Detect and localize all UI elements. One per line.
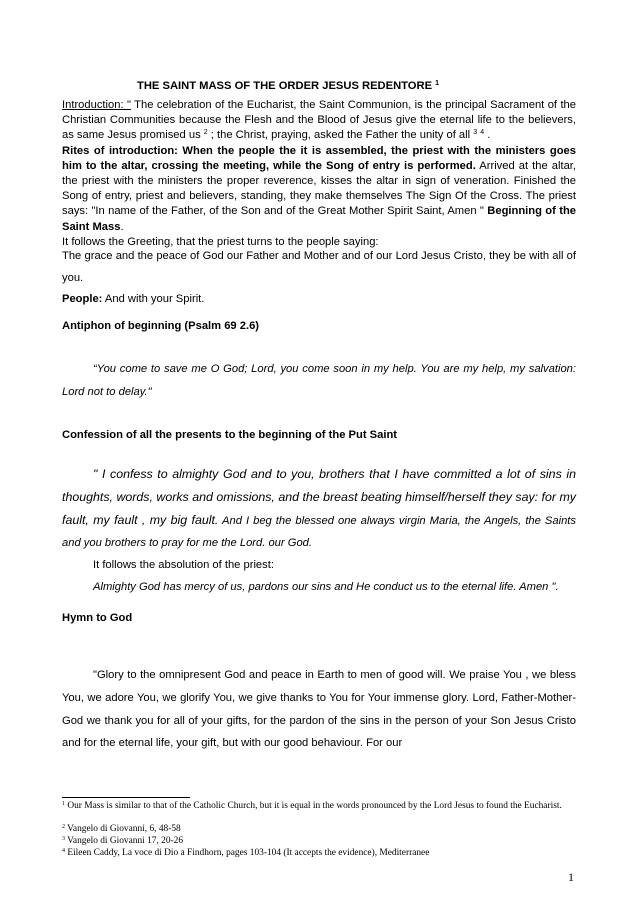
confession-prayer: " I confess to almighty God and to you, brothers that I have committed a lot of sins in thoughts, words, works and omissions, and the breast beating himself/herself they say: for my fault, my fault , my big fault. (62, 467, 576, 527)
antiphon-text (62, 358, 576, 403)
page-number: 1 (568, 870, 574, 884)
footnote-number: 3 (62, 836, 65, 842)
hymn-text (62, 664, 576, 755)
introduction-text-2: ; the Christ, praying, asked the Father the unity of all (207, 129, 474, 142)
absolution-intro: It follows the absolution of the priest: (93, 559, 274, 571)
footnote-4 (62, 848, 576, 860)
introduction-text-3: . (484, 129, 491, 142)
footnote-text: Vangelo di Giovanni, 6, 48-58 (65, 824, 181, 834)
footnote-number: 4 (62, 848, 65, 854)
footnote-3 (62, 836, 576, 848)
rites-text: Arrived at the altar, the priest with the ministers the proper reverence, kisses the altar in sign of veneration. Finished the Song of entry, priest and believers, standing, they make themselves The Sign Of the Cross. The priest says: "In name of the Father, of the Son and of the Great Mother Spirit Saint, Amen " (62, 159, 577, 218)
hymn-body: "Glory to the omnipresent God and peace in Earth to men of good will. We praise You , we bless You, we adore You, we glorify You, we give thanks to You for Your immense glory. Lord, Father-Mother-God we thank you for all of your gifts, for the pardon of the sins in the person of your Son Jesus Cristo and for the eternal life, your gift, but with our good behaviour. For our (62, 669, 576, 750)
confession-prayer-continued: And I beg the blessed one always virgin Maria, the Angels, the Saints and you brothers to pray for me the Lord. our God. (62, 515, 577, 549)
people-response (62, 292, 576, 307)
confession-heading: Confession of all the presents to the beginning of the Put Saint (62, 429, 398, 441)
greeting-paragraph: The grace and the peace of God our Father and Mother and of our Lord Jesus Cristo, they be with all of you. (62, 250, 576, 284)
footnote-number: 2 (62, 824, 65, 830)
footnote-1 (62, 801, 576, 813)
introduction-paragraph (62, 98, 576, 250)
footnote-separator (62, 797, 190, 798)
introduction-text: The celebration of the Eucharist, the Saint Communion, is the principal Sacrament of the Christian Communities because the Flesh and the Blood of Jesus give the eternal life to the believers, as same Jesus promised us (62, 99, 576, 142)
beginning-heading: Beginning of the Saint Mass (62, 205, 576, 233)
footnote-text: Eileen Caddy, La voce di Dio a Findhorn, pages 103-104 (It accepts the evidence), Mediterranee (65, 848, 430, 858)
confession-text (62, 463, 576, 598)
people-label: People: (62, 293, 103, 305)
greeting-intro: It follows the Greeting, that the priest turns to the people saying: (62, 235, 379, 248)
footnote-ref-4[interactable]: 4 (480, 129, 485, 137)
footnote-number: 1 (62, 801, 65, 807)
antiphon-quote: “You come to save me O God; Lord, you come soon in my help. You are my help, my salvation: Lord not to delay." (62, 363, 576, 398)
hymn-heading: Hymn to God (62, 612, 133, 624)
title-text: THE SAINT MASS OF THE ORDER JESUS REDENTORE (137, 80, 433, 92)
people-text: And with your Spirit. (102, 293, 205, 305)
footnote-text: Our Mass is similar to that of the Catholic Church, but it is equal in the words pronounced by the Lord Jesus to found the Eucharist. (65, 801, 562, 811)
introduction-label: Introduction: " (62, 99, 131, 111)
rites-heading: Rites of introduction: When the people the it is assembled, the priest with the ministers goes him to the altar, crossing the meeting, while the Song of entry is performed. (62, 144, 576, 172)
document-title (137, 80, 439, 92)
footnote-ref-1[interactable]: 1 (435, 80, 440, 87)
antiphon-heading: Antiphon of beginning (Psalm 69 2.6) (62, 320, 260, 332)
absolution-text: Almighty God has mercy of us, pardons our sins and He conduct us to the eternal life. Amen ". (93, 581, 559, 593)
footnote-text: Vangelo di Giovanni 17, 20-26 (65, 836, 184, 846)
footnote-ref-3[interactable]: 3 (473, 129, 478, 137)
footnote-ref-2[interactable]: 2 (203, 129, 208, 137)
footnote-2 (62, 824, 576, 836)
beginning-end: . (120, 220, 124, 233)
